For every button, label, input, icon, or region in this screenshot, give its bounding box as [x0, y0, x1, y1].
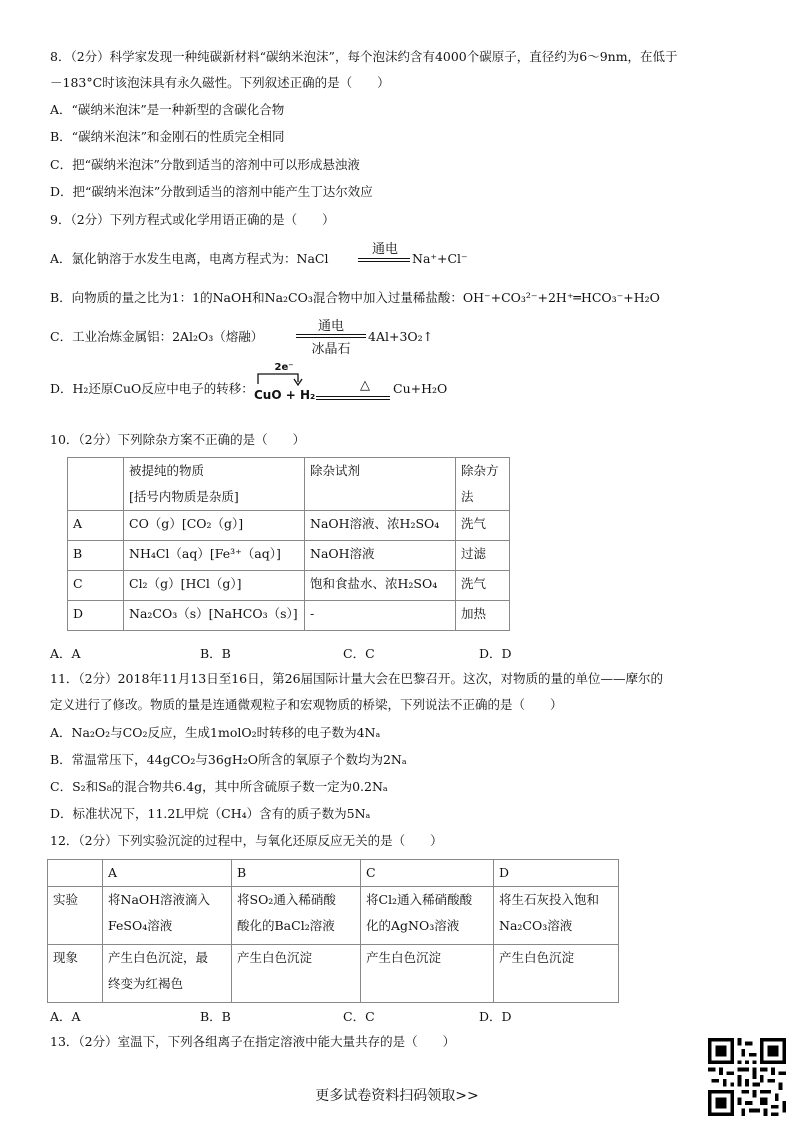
q9-d-right: Cu+H₂O: [393, 381, 448, 396]
q9-stem: 9．（2分）下列方程式或化学用语正确的是（ ）: [50, 212, 335, 227]
table-cell: 产生白色沉淀: [361, 945, 494, 1003]
q11-option-c: C．S₂和S₈的混合物共6.4g，其中所含硫原子数一定为0.2Nₐ: [50, 779, 388, 794]
table-cell: 饱和食盐水、浓H₂SO₄: [305, 571, 456, 601]
q10-option-c: C．C: [343, 646, 375, 661]
table-header: 被提纯的物质 [括号内物质是杂质]: [124, 458, 305, 511]
table-row: [68, 541, 510, 571]
table-cell: 现象: [48, 945, 103, 1003]
table-cell: 产生白色沉淀: [494, 945, 619, 1003]
table-header: 除杂试剂: [305, 458, 456, 511]
table-cell: 洗气: [456, 511, 510, 541]
q8-option-a: A．“碳纳米泡沫”是一种新型的含碳化合物: [50, 102, 285, 117]
q9-a-arrow: [358, 258, 410, 262]
q8-option-c: C．把“碳纳米泡沫”分散到适当的溶剂中可以形成悬浊液: [50, 157, 360, 172]
q9-a-text: A．氯化钠溶于水发生电离，电离方程式为：: [50, 251, 297, 266]
q11-stem-line1: 11．（2分）2018年11月13日至16日，第26届国际计量大会在巴黎召开。这次，对物质的量的单位——摩尔的: [50, 671, 664, 686]
q9-c-condition-top: 通电: [317, 319, 344, 334]
table-cell: Na₂CO₃（s）[NaHCO₃（s）]: [124, 601, 305, 631]
q12-stem: 12．（2分）下列实验沉淀的过程中，与氧化还原反应无关的是（ ）: [50, 833, 443, 848]
q12-option-c: C．C: [343, 1009, 375, 1024]
q12-option-a: A．A: [50, 1009, 81, 1024]
table-row: [48, 945, 619, 1003]
q11-stem-line2: 定义进行了修改。物质的量是连通微观粒子和宏观物质的桥梁，下列说法不正确的是（ ）: [50, 697, 563, 712]
table-cell: 将生石灰投入饱和 Na₂CO₃溶液: [494, 887, 619, 945]
q10-table: [67, 457, 510, 631]
q12-option-d: D．D: [479, 1009, 512, 1024]
table-row: [68, 601, 510, 631]
q12-table: [47, 859, 619, 1003]
q9-d-left: CuO + H₂: [254, 388, 316, 402]
q9-d-text: D．H₂还原CuO反应中电子的转移：: [50, 381, 254, 396]
table-cell: 产生白色沉淀，最 终变为红褐色: [103, 945, 232, 1003]
q8-option-d: D．把“碳纳米泡沫”分散到适当的溶剂中能产生丁达尔效应: [50, 184, 373, 199]
table-cell: 将Cl₂通入稀硝酸酸 化的AgNO₃溶液: [361, 887, 494, 945]
table-cell: 将SO₂通入稀硝酸 酸化的BaCl₂溶液: [232, 887, 361, 945]
table-cell: NaOH溶液、浓H₂SO₄: [305, 511, 456, 541]
q9-c-condition-bottom: 冰晶石: [311, 342, 351, 357]
table-cell: NaOH溶液: [305, 541, 456, 571]
table-cell: [48, 860, 103, 887]
q8-option-b: B．“碳纳米泡沫”和金刚石的性质完全相同: [50, 129, 285, 144]
table-row: [68, 458, 510, 511]
q10-option-d: D．D: [479, 646, 512, 661]
q10-option-b: B．B: [200, 646, 231, 661]
table-row: [48, 887, 619, 945]
q13-stem: 13．（2分）室温下，下列各组离子在指定溶液中能大量共存的是（ ）: [50, 1034, 456, 1049]
table-cell: [68, 458, 124, 511]
table-row: [68, 511, 510, 541]
table-cell: 加热: [456, 601, 510, 631]
table-cell: Cl₂（g）[HCl（g）]: [124, 571, 305, 601]
table-cell: 过滤: [456, 541, 510, 571]
q11-option-a: A．Na₂O₂与CO₂反应，生成1molO₂时转移的电子数为4Nₐ: [50, 725, 381, 740]
q9-a-right: Na⁺+Cl⁻: [412, 251, 468, 266]
table-cell: CO（g）[CO₂（g）]: [124, 511, 305, 541]
table-cell: C: [68, 571, 124, 601]
table-cell: A: [68, 511, 124, 541]
q9-a-condition: 通电: [371, 242, 398, 257]
table-cell: D: [68, 601, 124, 631]
q10-option-a: A．A: [50, 646, 81, 661]
footer-scan-prompt[interactable]: 更多试卷资料扫码领取>>: [315, 1088, 479, 1104]
table-header: 除杂方法: [456, 458, 510, 511]
q9-c-right: 4Al+3O₂↑: [368, 329, 434, 344]
q8-stem-line1: 8．（2分）科学家发现一种纯碳新材料“碳纳米泡沫”，每个泡沫约含有4000个碳原子，直径约为6～9nm，在低于: [50, 49, 678, 64]
q9-c-text: C．工业冶炼金属铝：2Al₂O₃（熔融）: [50, 329, 264, 344]
q9-a-left: NaCl: [296, 251, 329, 266]
q9-option-a: [50, 250, 328, 268]
table-cell: 将NaOH溶液滴入 FeSO₄溶液: [103, 887, 232, 945]
table-row: [48, 860, 619, 887]
q11-option-b: B．常温常压下，44gCO₂与36gH₂O所含的氧原子个数均为2Nₐ: [50, 752, 407, 767]
q9-d-arrow: [316, 396, 390, 400]
q10-stem: 10．（2分）下列除杂方案不正确的是（ ）: [50, 432, 306, 447]
table-cell: 产生白色沉淀: [232, 945, 361, 1003]
table-header: C: [361, 860, 494, 887]
table-cell: 实验: [48, 887, 103, 945]
table-cell: NH₄Cl（aq）[Fe³⁺（aq）]: [124, 541, 305, 571]
q12-option-b: B．B: [200, 1009, 231, 1024]
table-header: B: [232, 860, 361, 887]
table-cell: -: [305, 601, 456, 631]
q9-d-heat-symbol: △: [360, 378, 370, 393]
q11-option-d: D．标准状况下，11.2L甲烷（CH₄）含有的质子数为5Nₐ: [50, 806, 371, 821]
table-header: A: [103, 860, 232, 887]
q9-d-electron-label: 2e⁻: [274, 362, 294, 373]
q9-option-b: B．向物质的量之比为1：1的NaOH和Na₂CO₃混合物中加入过量稀盐酸：OH⁻+CO₃²⁻+2H⁺═HCO₃⁻+H₂O: [50, 290, 660, 305]
table-header: D: [494, 860, 619, 887]
table-cell: B: [68, 541, 124, 571]
table-cell: 洗气: [456, 571, 510, 601]
q8-stem-line2: －183°C时该泡沫具有永久磁性。下列叙述正确的是（ ）: [50, 75, 390, 90]
table-row: [68, 571, 510, 601]
